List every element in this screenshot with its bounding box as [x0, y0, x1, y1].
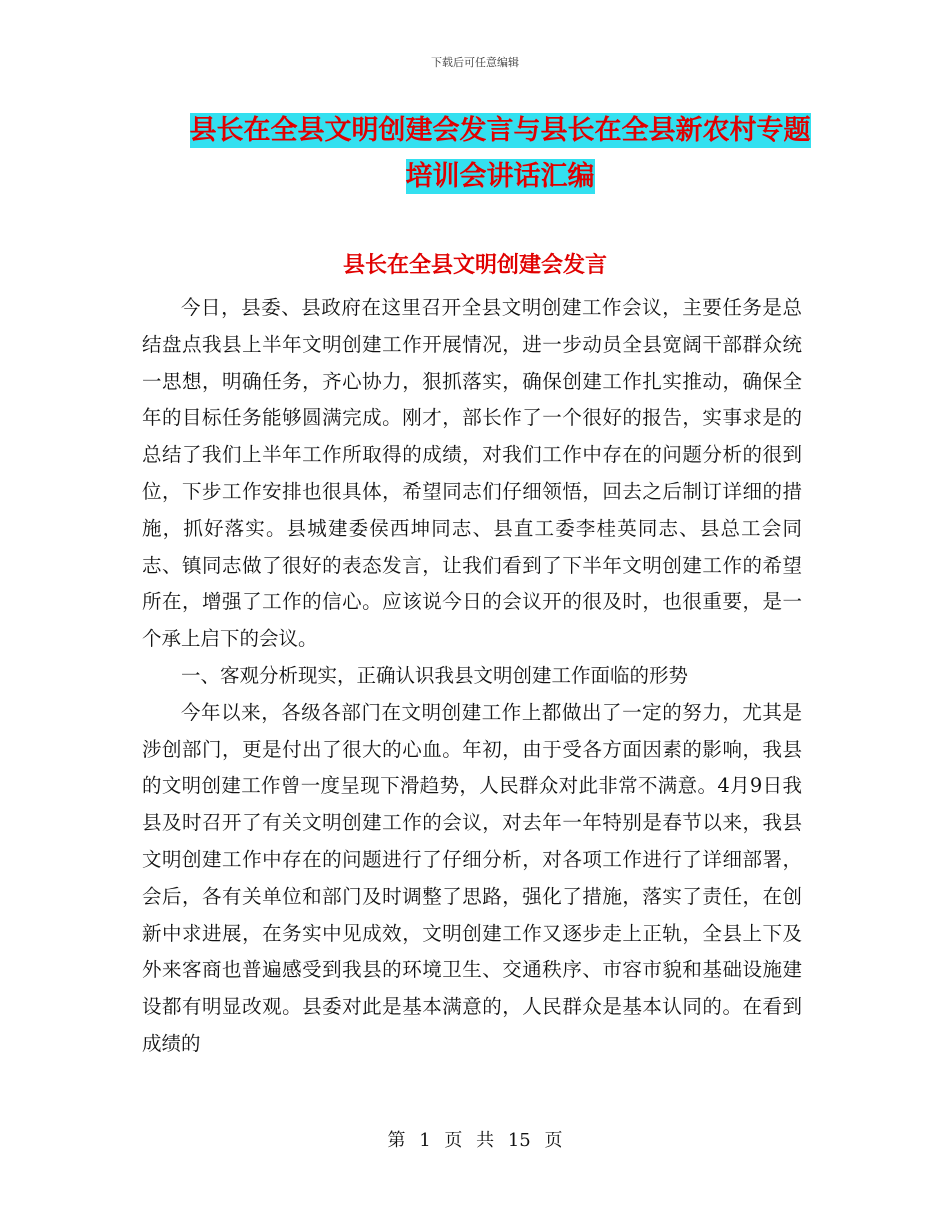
document-title [150, 108, 850, 200]
paragraph: 今日，县委、县政府在这里召开全县文明创建工作会议，主要任务是总结盘点我县上半年文明创建工作开展情况，进一步动员全县宽阔干部群众统一思想，明确任务，齐心协力，狠抓落实，确保创建工作扎实推动，确保全年的目标任务能够圆满完成。刚才，部长作了一个很好的报告，实事求是的总结了我们上半年工作所取得的成绩，对我们工作中存在的问题分析的很到位，下步工作安排也很具体，希望同志们仔细领悟，回去之后制订详细的措施，抓好落实。县城建委侯西坤同志、县直工委李桂英同志、县总工会同志、镇同志做了很好的表态发言，让我们看到了下半年文明创建工作的希望所在，增强了工作的信心。应该说今日的会议开的很及时，也很重要，是一个承上启下的会议。 [142, 296, 802, 651]
paragraph-heading: 一、客观分析现实，正确认识我县文明创建工作面临的形势 [181, 663, 689, 687]
document-title-line1: 县长在全县文明创建会发言与县长在全县新农村专题 [189, 115, 811, 146]
paragraph: 今年以来，各级各部门在文明创建工作上都做出了一定的努力，尤其是涉创部门，更是付出了很大的心血。年初，由于受各方面因素的影响，我县的文明创建工作曾一度呈现下滑趋势，人民群众对此非常不满意。4月9日我县及时召开了有关文明创建工作的会议，对去年一年特别是春节以来，我县文明创建工作中存在的问题进行了仔细分析，对各项工作进行了详细部署，会后，各有关单位和部门及时调整了思路，强化了措施，落实了责任，在创新中求进展，在务实中见成效，文明创建工作又逐步走上正轨，全县上下及外来客商也普遍感受到我县的环境卫生、交通秩序、市容市貌和基础设施建设都有明显改观。县委对此是基本满意的，人民群众是基本认同的。在看到成绩的 [142, 700, 802, 1055]
body-text [142, 290, 802, 1063]
section-title: 县长在全县文明创建会发言 [342, 252, 607, 278]
page-footer: 第 1 页 共 15 页 [387, 1130, 563, 1151]
document-title-line2: 培训会讲话汇编 [405, 161, 595, 192]
header-note: 下载后可任意编辑 [431, 56, 519, 69]
